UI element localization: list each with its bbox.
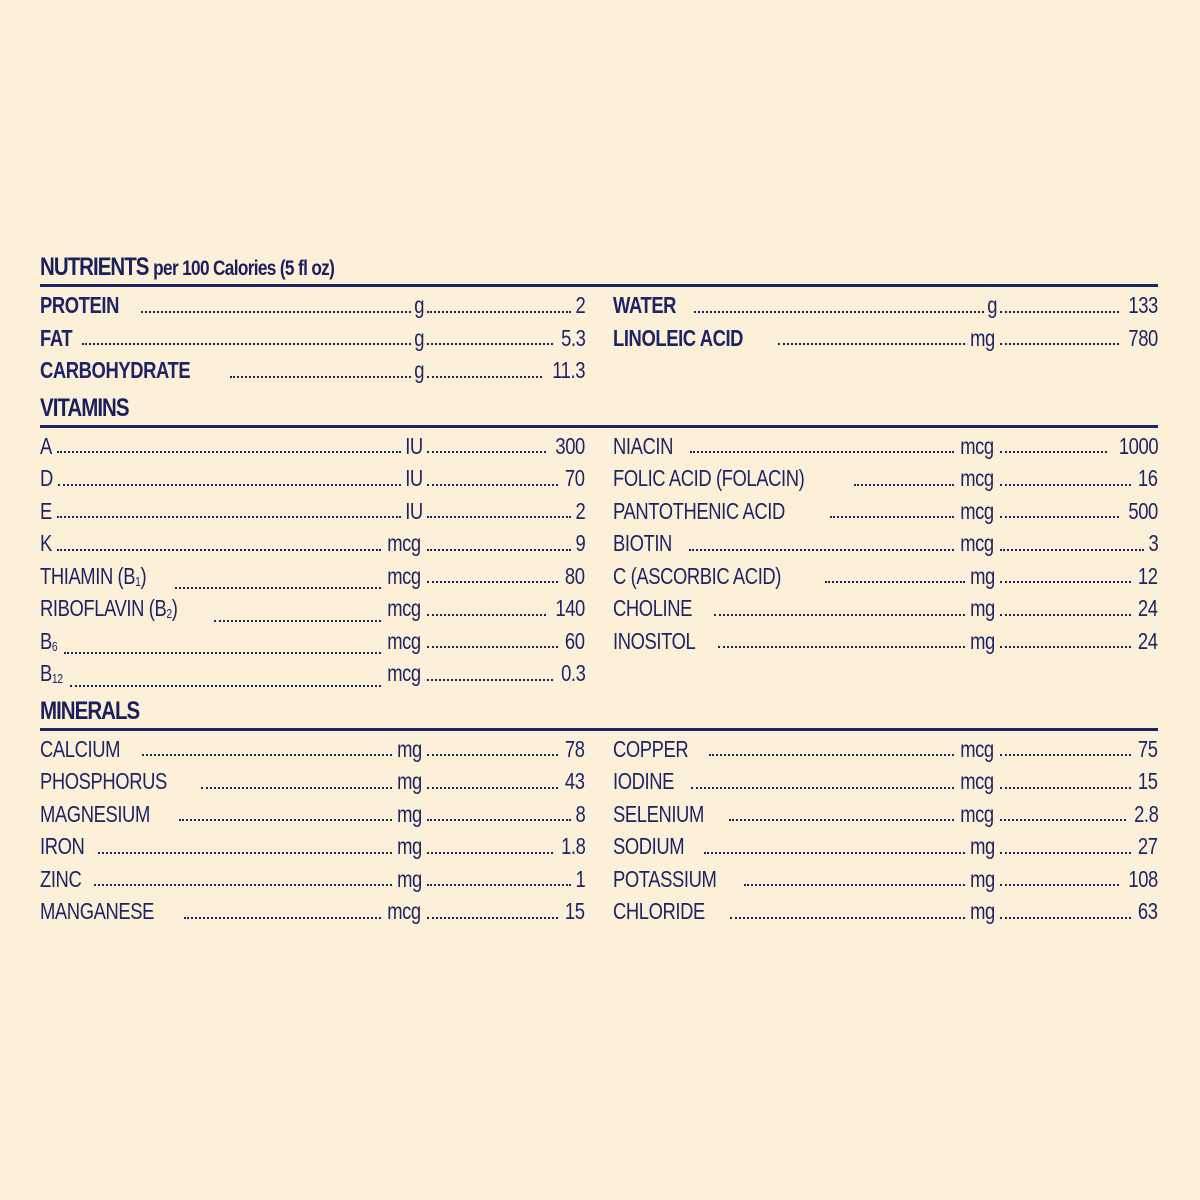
- dot-leader: [427, 581, 558, 583]
- nutrient-name: C (ASCORBIC ACID): [613, 562, 782, 589]
- dot-leader: [729, 819, 954, 821]
- value-cell: [425, 289, 585, 322]
- nutrients-table: [40, 289, 1158, 387]
- nutrient-value: 16: [1138, 465, 1158, 491]
- nutrient-row: [613, 765, 1158, 798]
- name-cell: [40, 527, 425, 560]
- name-cell: [40, 895, 425, 928]
- dot-leader: [57, 451, 401, 453]
- value-cell: [425, 863, 585, 896]
- nutrient-name: E: [40, 497, 52, 524]
- nutrient-name: RIBOFLAVIN $(B_2)$: [40, 595, 178, 621]
- nutrient-name: ZINC: [40, 865, 82, 892]
- name-cell: [613, 322, 998, 355]
- name-cell: [40, 560, 425, 593]
- dot-leader: [1000, 343, 1119, 345]
- dot-leader: [744, 884, 965, 886]
- nutrient-value: 500: [1128, 497, 1158, 524]
- dot-leader: [94, 884, 392, 886]
- value-cell: [998, 863, 1158, 896]
- nutrient-value: 8: [575, 800, 585, 827]
- nutrients-right-column: [613, 289, 1158, 387]
- nutrient-value: 78: [565, 735, 585, 762]
- nutrient-unit: mcg: [960, 465, 994, 491]
- nutrient-unit: mcg: [960, 432, 994, 459]
- nutrient-row: [40, 625, 585, 658]
- nutrient-name: PHOSPHORUS: [40, 768, 167, 794]
- value-cell: [998, 830, 1158, 863]
- nutrient-value: 63: [1138, 898, 1158, 924]
- value-cell: [425, 354, 585, 387]
- nutrient-name: MANGANESE: [40, 898, 154, 924]
- name-cell: [40, 495, 425, 528]
- nutrient-row: [40, 765, 585, 798]
- dot-leader: [1000, 754, 1131, 756]
- nutrient-row: [40, 495, 585, 528]
- nutrient-row: [613, 289, 1158, 322]
- nutrient-unit: mg: [397, 833, 422, 859]
- nutrient-value: 70: [565, 465, 585, 491]
- nutrient-value: 9: [575, 530, 585, 556]
- nutrient-name: CHLORIDE: [613, 898, 705, 924]
- vitamins-left-column: [40, 430, 585, 690]
- value-cell: [425, 322, 585, 355]
- nutrients-subtitle: per 100 Calories (5 fl oz): [153, 257, 335, 280]
- nutrient-value: 3: [1148, 530, 1158, 556]
- nutrient-name: PANTOTHENIC ACID: [613, 497, 785, 524]
- dot-leader: [1000, 549, 1144, 551]
- vitamins-right-column: [613, 430, 1158, 690]
- name-cell: [613, 863, 998, 896]
- dot-leader: [201, 787, 392, 789]
- dot-leader: [714, 614, 965, 616]
- dot-leader: [427, 549, 571, 551]
- nutrient-value: 11.3: [552, 357, 585, 383]
- nutrient-value: 1: [575, 865, 585, 892]
- nutrient-value: 1.8: [560, 833, 585, 859]
- nutrient-unit: mg: [397, 735, 422, 762]
- dot-leader: [1000, 581, 1131, 583]
- nutrient-name: SODIUM: [613, 833, 685, 859]
- nutrient-value: 2: [575, 497, 585, 524]
- nutrient-unit: mcg: [960, 497, 994, 524]
- dot-leader: [1000, 516, 1119, 518]
- nutrient-unit: g: [986, 292, 997, 318]
- nutrient-name: IRON: [40, 833, 85, 859]
- dot-leader: [825, 581, 965, 583]
- nutrient-unit: mcg: [387, 530, 421, 556]
- dot-leader: [730, 917, 965, 919]
- nutrient-row: [40, 354, 585, 387]
- nutrient-name: A: [40, 432, 52, 459]
- value-cell: [425, 462, 585, 495]
- value-cell: [425, 527, 585, 560]
- nutrient-unit: mcg: [387, 562, 421, 589]
- dot-leader: [98, 852, 393, 854]
- dot-leader: [427, 819, 571, 821]
- nutrient-name: MAGNESIUM: [40, 800, 150, 827]
- nutrient-unit: IU: [405, 432, 423, 459]
- nutrient-value: 2: [575, 292, 585, 318]
- value-cell: [425, 798, 585, 831]
- dot-leader: [142, 754, 392, 756]
- nutrient-unit: mcg: [387, 595, 421, 621]
- nutrient-row: [40, 798, 585, 831]
- name-cell: [40, 765, 425, 798]
- section-divider: [40, 728, 1158, 731]
- name-cell: [613, 592, 998, 625]
- nutrient-unit: mg: [970, 865, 995, 892]
- nutrient-unit: mcg: [387, 627, 421, 654]
- nutrient-value: 60: [565, 627, 585, 654]
- nutrient-value: 108: [1128, 865, 1158, 892]
- value-cell: [425, 733, 585, 766]
- value-cell: [425, 592, 585, 625]
- nutrient-row: [613, 895, 1158, 928]
- nutrient-row: [613, 733, 1158, 766]
- name-cell: [40, 354, 425, 387]
- value-cell: [998, 560, 1158, 593]
- dot-leader: [82, 343, 410, 345]
- nutrient-name: $B_6$: [40, 627, 58, 654]
- nutrient-unit: mg: [970, 324, 995, 351]
- value-cell: [998, 322, 1158, 355]
- dot-leader: [1000, 311, 1119, 313]
- nutrient-name: CARBOHYDRATE: [40, 357, 191, 383]
- nutrient-name: WATER: [613, 292, 677, 318]
- dot-leader: [691, 787, 954, 789]
- nutrient-name: CALCIUM: [40, 735, 121, 762]
- dot-leader: [830, 516, 954, 518]
- dot-leader: [70, 685, 381, 687]
- nutrient-unit: mg: [970, 898, 995, 924]
- value-cell: [998, 592, 1158, 625]
- nutrient-unit: mg: [397, 768, 422, 794]
- value-cell: [425, 560, 585, 593]
- value-cell: [998, 495, 1158, 528]
- dot-leader: [57, 549, 381, 551]
- nutrient-name: PROTEIN: [40, 292, 119, 318]
- nutrient-name: SELENIUM: [613, 800, 704, 827]
- nutrient-unit: mcg: [960, 800, 994, 827]
- nutrient-name: IODINE: [613, 768, 674, 794]
- nutrients-left-column: [40, 289, 585, 387]
- name-cell: [40, 733, 425, 766]
- name-cell: [613, 289, 998, 322]
- nutrient-unit: g: [413, 357, 424, 383]
- nutrients-header: [40, 252, 957, 282]
- name-cell: [40, 289, 425, 322]
- vitamins-header: VITAMINS: [40, 393, 129, 422]
- nutrient-value: 133: [1128, 292, 1158, 318]
- name-cell: [613, 733, 998, 766]
- minerals-right-column: [613, 733, 1158, 928]
- dot-leader: [709, 754, 954, 756]
- name-cell: [613, 895, 998, 928]
- nutrient-value: 300: [555, 432, 585, 459]
- name-cell: [40, 863, 425, 896]
- value-cell: [998, 430, 1158, 463]
- name-cell: [613, 462, 998, 495]
- dot-leader: [689, 549, 954, 551]
- nutrient-row: [613, 798, 1158, 831]
- value-cell: [425, 830, 585, 863]
- dot-leader: [427, 484, 558, 486]
- nutrient-row: [40, 462, 585, 495]
- value-cell: [425, 765, 585, 798]
- name-cell: [40, 657, 425, 690]
- nutrient-name: FOLIC ACID (FOLACIN): [613, 465, 805, 491]
- nutrient-unit: mg: [970, 562, 995, 589]
- name-cell: [40, 830, 425, 863]
- dot-leader: [427, 679, 553, 681]
- value-cell: [998, 527, 1158, 560]
- dot-leader: [427, 516, 571, 518]
- section-divider: [40, 425, 1158, 428]
- nutrition-panel: [40, 252, 1158, 928]
- value-cell: [998, 733, 1158, 766]
- nutrient-unit: mg: [970, 627, 995, 654]
- nutrient-row: [40, 830, 585, 863]
- nutrient-row: [40, 863, 585, 896]
- nutrient-row: [40, 430, 585, 463]
- dot-leader: [427, 343, 553, 345]
- minerals-header: MINERALS: [40, 696, 140, 725]
- minerals-left-column: [40, 733, 585, 928]
- nutrient-row: [613, 430, 1158, 463]
- nutrient-name: POTASSIUM: [613, 865, 717, 892]
- dot-leader: [427, 787, 558, 789]
- nutrient-row: [40, 560, 585, 593]
- section-divider: [40, 284, 1158, 287]
- nutrient-row: [613, 560, 1158, 593]
- nutrient-row: [613, 527, 1158, 560]
- dot-leader: [58, 484, 401, 486]
- dot-leader: [704, 852, 965, 854]
- dot-leader: [214, 620, 381, 622]
- nutrient-row: [613, 322, 1158, 355]
- dot-leader: [1000, 852, 1131, 854]
- value-cell: [998, 765, 1158, 798]
- dot-leader: [1000, 614, 1131, 616]
- nutrient-unit: mg: [397, 865, 422, 892]
- dot-leader: [179, 819, 392, 821]
- nutrient-unit: IU: [405, 497, 423, 524]
- minerals-table: [40, 733, 1158, 928]
- dot-leader: [694, 311, 984, 313]
- dot-leader: [427, 754, 558, 756]
- nutrient-name: LINOLEIC ACID: [613, 324, 744, 351]
- name-cell: [613, 527, 998, 560]
- dot-leader: [427, 646, 558, 648]
- nutrient-row: [40, 527, 585, 560]
- nutrient-unit: mcg: [387, 898, 421, 924]
- dot-leader: [854, 484, 954, 486]
- nutrient-name: $B_{12}$: [40, 660, 63, 686]
- dot-leader: [427, 917, 558, 919]
- value-cell: [998, 798, 1158, 831]
- nutrient-row: [40, 322, 585, 355]
- nutrient-unit: g: [413, 324, 424, 351]
- dot-leader: [230, 376, 411, 378]
- nutrient-value: 140: [555, 595, 585, 621]
- nutrient-value: 15: [565, 898, 585, 924]
- value-cell: [425, 430, 585, 463]
- dot-leader: [1000, 787, 1131, 789]
- nutrient-value: 15: [1138, 768, 1158, 794]
- nutrient-row: [40, 592, 585, 625]
- value-cell: [998, 289, 1158, 322]
- nutrient-value: 5.3: [560, 324, 585, 351]
- name-cell: [613, 830, 998, 863]
- name-cell: [40, 322, 425, 355]
- nutrient-name: COPPER: [613, 735, 689, 762]
- dot-leader: [1000, 917, 1131, 919]
- nutrient-value: 12: [1138, 562, 1158, 589]
- dot-leader: [427, 311, 571, 313]
- nutrient-value: 780: [1128, 324, 1158, 351]
- name-cell: [40, 462, 425, 495]
- nutrient-unit: mg: [397, 800, 422, 827]
- nutrient-row: [40, 289, 585, 322]
- vitamins-table: [40, 430, 1158, 690]
- name-cell: [613, 495, 998, 528]
- name-cell: [613, 430, 998, 463]
- nutrient-row: [40, 733, 585, 766]
- name-cell: [40, 592, 425, 625]
- name-cell: [40, 625, 425, 658]
- nutrient-unit: mcg: [960, 768, 994, 794]
- dot-leader: [64, 652, 381, 654]
- nutrient-unit: mcg: [960, 530, 994, 556]
- name-cell: [613, 765, 998, 798]
- value-cell: [998, 462, 1158, 495]
- nutrient-value: 1000: [1118, 432, 1158, 459]
- nutrient-value: 75: [1138, 735, 1158, 762]
- nutrient-value: 27: [1138, 833, 1158, 859]
- dot-leader: [427, 884, 571, 886]
- dot-leader: [1000, 484, 1131, 486]
- dot-leader: [427, 614, 546, 616]
- nutrient-unit: mcg: [960, 735, 994, 762]
- dot-leader: [1000, 451, 1107, 453]
- value-cell: [998, 625, 1158, 658]
- dot-leader: [1000, 819, 1126, 821]
- dot-leader: [427, 451, 546, 453]
- value-cell: [425, 895, 585, 928]
- dot-leader: [184, 917, 381, 919]
- nutrient-row: [613, 830, 1158, 863]
- dot-leader: [427, 376, 542, 378]
- name-cell: [613, 560, 998, 593]
- nutrient-row: [40, 657, 585, 690]
- nutrient-row: [40, 895, 585, 928]
- nutrient-value: 2.8: [1133, 800, 1158, 827]
- dot-leader: [1000, 884, 1119, 886]
- dot-leader: [690, 451, 954, 453]
- dot-leader: [1000, 646, 1131, 648]
- nutrient-name: BIOTIN: [613, 530, 672, 556]
- name-cell: [40, 430, 425, 463]
- nutrient-name: K: [40, 530, 52, 556]
- nutrient-unit: mg: [970, 595, 995, 621]
- dot-leader: [718, 646, 965, 648]
- nutrient-name: NIACIN: [613, 432, 673, 459]
- nutrient-row: [613, 462, 1158, 495]
- nutrient-row: [613, 592, 1158, 625]
- dot-leader: [427, 852, 553, 854]
- nutrient-row: [613, 495, 1158, 528]
- nutrient-row: [613, 863, 1158, 896]
- nutrient-unit: mcg: [387, 660, 421, 686]
- dot-leader: [141, 311, 411, 313]
- value-cell: [425, 657, 585, 690]
- nutrient-unit: mg: [970, 833, 995, 859]
- nutrient-unit: g: [413, 292, 424, 318]
- name-cell: [613, 625, 998, 658]
- nutrient-value: 0.3: [560, 660, 585, 686]
- nutrient-name: D: [40, 465, 53, 491]
- dot-leader: [57, 516, 401, 518]
- nutrient-value: 24: [1138, 627, 1158, 654]
- name-cell: [613, 798, 998, 831]
- dot-leader: [778, 343, 965, 345]
- dot-leader: [175, 587, 381, 589]
- nutrient-value: 80: [565, 562, 585, 589]
- nutrient-name: THIAMIN $(B_1)$: [40, 562, 147, 589]
- value-cell: [425, 495, 585, 528]
- value-cell: [998, 895, 1158, 928]
- nutrients-title: NUTRIENTS: [40, 253, 149, 281]
- nutrient-name: INOSITOL: [613, 627, 696, 654]
- nutrient-name: FAT: [40, 324, 73, 351]
- name-cell: [40, 798, 425, 831]
- nutrient-name: CHOLINE: [613, 595, 692, 621]
- nutrient-value: 43: [565, 768, 585, 794]
- value-cell: [425, 625, 585, 658]
- nutrient-row: [613, 625, 1158, 658]
- nutrient-value: 24: [1138, 595, 1158, 621]
- nutrient-unit: IU: [405, 465, 423, 491]
